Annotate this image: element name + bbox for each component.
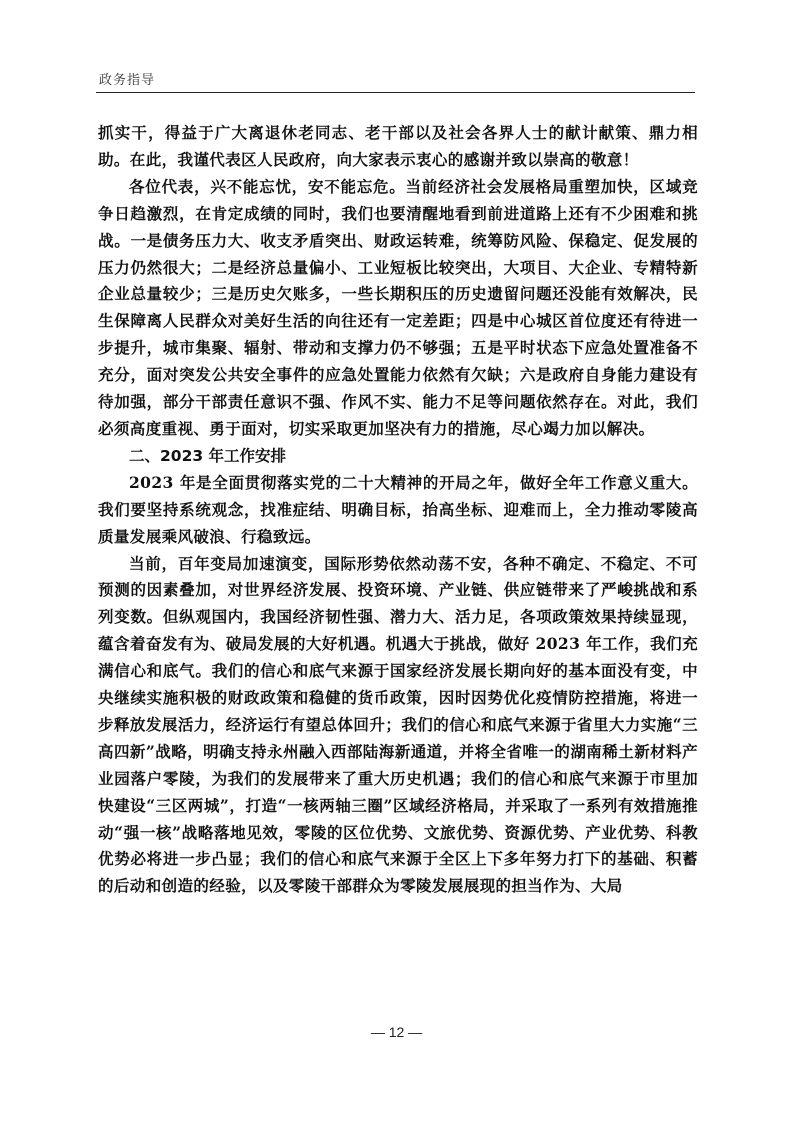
section-heading: 二、2023 年工作安排 [129,446,287,465]
paragraph-2023-overview: 2023 年是全面贯彻落实党的二十大精神的开局之年，做好全年工作意义重大。我们要坚持系统观念，找准症结、明确目标，抬高坐标、迎难而上，全力推动零陵高质量发展乘风破浪、行稳致远。 [98,472,698,546]
paragraph-challenges: 各位代表，兴不能忘忧，安不能忘危。当前经济社会发展格局重塑加快，区域竞争日趋激烈，在肯定成绩的同时，我们也要清醒地看到前进道路上还有不少困难和挑战。一是债务压力大、收支矛盾突出、财政运转难，统筹防风险、保稳定、促发展的压力仍然很大；二是经济总量偏小、工业短板比较突出，大项目、大企业、专精特新企业总量较少；三是历史欠账多，一些长期积压的历史遗留问题还没能有效解决，民生保障离人民群众对美好生活的向往还有一定差距；四是中心城区首位度还有待进一步提升，城市集聚、辐射、带动和支撑力仍不够强；五是平时状态下应急处置准备不充分，面对突发公共安全事件的应急处置能力依然有欠缺；六是政府自身能力建设有待加强，部分干部责任意识不强、作风不实、能力不足等问题依然存在。对此，我们必须高度重视、勇于面对，切实采取更加坚决有力的措施，尽心竭力加以解决。 [98,176,698,438]
document-body [98,120,698,900]
page-header [96,64,695,93]
paragraph-confidence: 当前，百年变局加速演变，国际形势依然动荡不安，各种不确定、不稳定、不可预测的因素叠加，对世界经济发展、投资环境、产业链、供应链带来了严峻挑战和系列变数。但纵观国内，我国经济韧性强、潜力大、活力足，各项政策效果持续显现，蕴含着奋发有为、破局发展的大好机遇。机遇大于挑战，做好 2023 年工作，我们充满信心和底气。我们的信心和底气来源于国家经济发展长期向好的基本面没有变，中央继续实施积极的财政政策和稳健的货币政策，因时因势优化疫情防控措施，将进一步释放发展活力，经济运行有望总体回升；我们的信心和底气来源于省里大力实施“三高四新”战略，明确支持永州融入西部陆海新通道，并将全省唯一的湖南稀土新材料产业园落户零陵，为我们的发展带来了重大历史机遇；我们的信心和底气来源于市里加快建设“三区两城”，打造“一核两轴三圈”区域经济格局，并采取了一系列有效措施推动“强一核”战略落地见效，零陵的区位优势、文旅优势、资源优势、产业优势、科教优势必将进一步凸显；我们的信心和底气来源于全区上下多年努力打下的基础、积蓄的后动和创造的经验，以及零陵干部群众为零陵发展展现的担当作为、大局 [98,553,698,896]
page-number: — 12 — [370,1024,423,1040]
header-title: 政务指导 [99,73,156,88]
paragraph-thanks: 抓实干，得益于广大离退休老同志、老干部以及社会各界人士的献计献策、鼎力相助。在此，我谨代表区人民政府，向大家表示衷心的感谢并致以崇高的敬意！ [98,123,698,169]
